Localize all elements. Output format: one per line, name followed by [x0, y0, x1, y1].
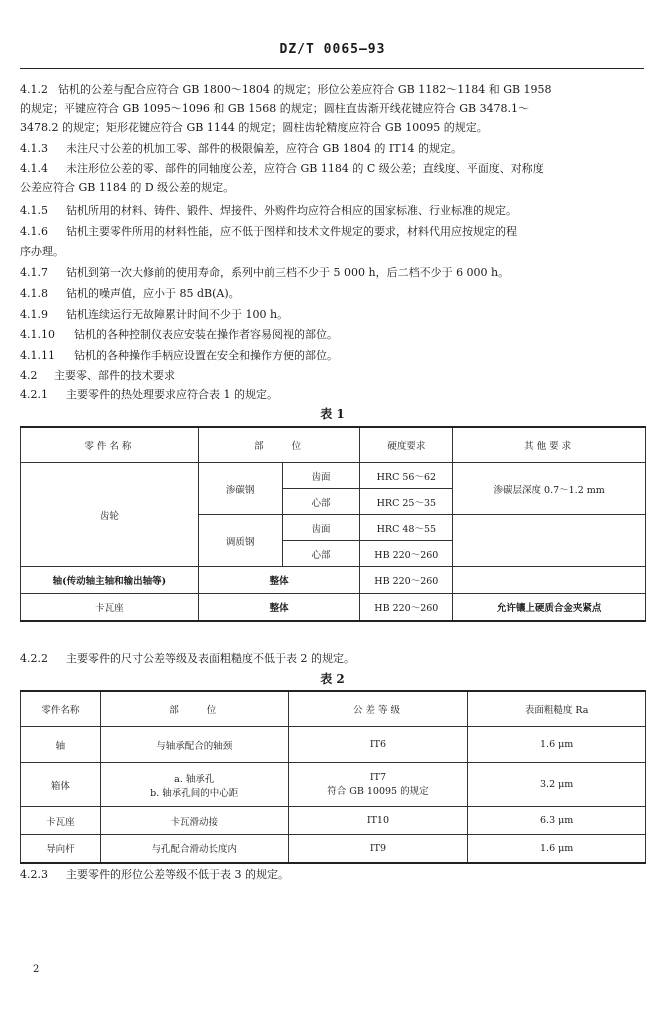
hardness-cell: HRC 56～62 — [360, 463, 453, 489]
hardness-cell: HB 220～260 — [360, 567, 453, 594]
location-cell: 心部 — [282, 489, 360, 515]
paragraph-line — [20, 285, 644, 302]
paragraph-text: 主要零、部件的技术要求 — [54, 369, 175, 382]
paragraph-text: 未注形位公差的零、部件的同轴度公差，应符合 GB 1184 的 C 级公差；直线度、平面度、对称度 — [66, 162, 544, 175]
paragraph-text: 未注尺寸公差的机加工零、部件的极限偏差，应符合 GB 1804 的 IT14 的规定。 — [66, 142, 463, 155]
grade-line: IT7 — [369, 772, 387, 783]
paragraph-text: 钻机所用的材料、铸件、锻件、焊接件、外购件均应符合相应的国家标准、行业标准的规定。 — [66, 204, 517, 217]
paragraph-line — [20, 81, 644, 98]
table-row — [21, 807, 646, 835]
header-cell: 零件名称 — [21, 427, 199, 463]
table-row — [21, 727, 646, 763]
hardness-cell: HRC 25～35 — [360, 489, 453, 515]
page-number: 2 — [33, 964, 40, 975]
clause-number: 4.1.10 — [20, 328, 55, 341]
hardness-cell: HB 220～260 — [360, 541, 453, 567]
roughness-cell: 3.2 μm — [468, 763, 646, 807]
paragraph-line — [20, 367, 644, 384]
location-cell: 齿面 — [282, 463, 360, 489]
table2-header-row — [21, 691, 646, 727]
clause-number: 4.1.7 — [20, 266, 48, 279]
location-cell: 整体 — [198, 567, 360, 594]
header-cell: 其他要求 — [453, 427, 646, 463]
location-cell: 齿面 — [282, 515, 360, 541]
paragraph-text: 钻机到第一次大修前的使用寿命，系列中前三档不少于 5 000 h，后二档不少于 6 000 h。 — [66, 266, 510, 279]
paragraph-text: 钻机的公差与配合应符合 GB 1800～1804 的规定；形位公差应符合 GB 1182～1184 和 GB 1958 — [58, 83, 552, 96]
location-cell: 卡瓦滑动接 — [100, 807, 288, 835]
clause-number: 4.1.2 — [20, 83, 48, 96]
location-cell — [100, 763, 288, 807]
paragraph-line — [20, 119, 644, 136]
grade-cell — [288, 763, 468, 807]
paragraph-line — [20, 386, 644, 403]
clause-number: 4.2 — [20, 369, 38, 382]
roughness-cell: 6.3 μm — [468, 807, 646, 835]
roughness-cell: 1.6 μm — [468, 835, 646, 863]
paragraph-line — [20, 866, 644, 883]
paragraph-line — [20, 347, 644, 364]
clause-number: 4.1.9 — [20, 308, 48, 321]
paragraph-line — [20, 100, 644, 117]
part-name-cell: 轴 — [21, 727, 101, 763]
header-cell: 公差等级 — [288, 691, 468, 727]
part-name-cell: 轴(传动轴主轴和输出轴等) — [21, 567, 199, 594]
clause-number: 4.1.11 — [20, 349, 55, 362]
table-row — [21, 835, 646, 863]
other-requirement-cell: 渗碳层深度 0.7～1.2 mm — [453, 463, 646, 515]
paragraph-line — [20, 326, 644, 343]
header-cell: 部 位 — [198, 427, 360, 463]
other-requirement-cell — [453, 567, 646, 594]
header-cell: 零件名称 — [21, 691, 101, 727]
hardness-cell: HRC 48～55 — [360, 515, 453, 541]
table2 — [20, 690, 646, 864]
paragraph-text: 主要零件的尺寸公差等级及表面粗糙度不低于表 2 的规定。 — [66, 652, 355, 665]
paragraph-text: 主要零件的形位公差等级不低于表 3 的规定。 — [66, 868, 289, 881]
paragraph-text: 主要零件的热处理要求应符合表 1 的规定。 — [66, 388, 278, 401]
paragraph-line — [20, 179, 644, 196]
header-cell: 硬度要求 — [360, 427, 453, 463]
location-cell: 与孔配合滑动长度内 — [100, 835, 288, 863]
paragraph-text: 的规定；平键应符合 GB 1095～1096 和 GB 1568 的规定；圆柱直齿渐开线花键应符合 GB 3478.1～ — [20, 102, 530, 115]
clause-number: 4.1.8 — [20, 287, 48, 300]
paragraph-line — [20, 223, 644, 240]
grade-cell: IT6 — [288, 727, 468, 763]
location-line: b. 轴承孔间的中心距 — [150, 787, 239, 799]
paragraph-line — [20, 306, 644, 323]
hardness-cell: HB 220～260 — [360, 594, 453, 621]
grade-line: 符合 GB 10095 的规定 — [327, 786, 429, 797]
paragraph-text: 钻机的各种控制仪表应安装在操作者容易阅视的部位。 — [74, 328, 338, 341]
other-requirement-cell — [453, 515, 646, 567]
clause-number: 4.2.1 — [20, 388, 48, 401]
clause-number: 4.1.3 — [20, 142, 48, 155]
paragraph-line — [20, 160, 644, 177]
header-cell: 表面粗糙度 Ra — [468, 691, 646, 727]
material-cell: 渗碳钢 — [198, 463, 282, 515]
table1-header-row — [21, 427, 646, 463]
part-name-cell: 齿轮 — [21, 463, 199, 567]
roughness-cell: 1.6 μm — [468, 727, 646, 763]
clause-number: 4.1.4 — [20, 162, 48, 175]
grade-cell: IT9 — [288, 835, 468, 863]
clause-number: 4.2.2 — [20, 652, 48, 665]
clause-number: 4.1.5 — [20, 204, 48, 217]
clause-number: 4.1.6 — [20, 225, 48, 238]
paragraph-line — [20, 264, 644, 281]
location-cell: 心部 — [282, 541, 360, 567]
paragraph-text: 钻机的各种操作手柄应设置在安全和操作方便的部位。 — [74, 349, 338, 362]
part-name-cell: 卡瓦座 — [21, 594, 199, 621]
paragraph-text: 序办理。 — [20, 245, 64, 258]
location-cell: 与轴承配合的轴颈 — [100, 727, 288, 763]
paragraph-line — [20, 140, 644, 157]
table1 — [20, 426, 646, 622]
part-name-cell: 箱体 — [21, 763, 101, 807]
header-cell: 部 位 — [100, 691, 288, 727]
paragraph-text: 3478.2 的规定；矩形花键应符合 GB 1144 的规定；圆柱齿轮精度应符合 GB 10095 的规定。 — [20, 121, 488, 134]
table1-caption: 表 1 — [320, 407, 345, 421]
paragraph-text: 公差应符合 GB 1184 的 D 级公差的规定。 — [20, 181, 235, 194]
part-name-cell: 导向杆 — [21, 835, 101, 863]
table-row — [21, 567, 646, 594]
header-rule — [20, 68, 644, 69]
clause-number: 4.2.3 — [20, 868, 48, 881]
location-cell: 整体 — [198, 594, 360, 621]
paragraph-text: 钻机的噪声值，应小于 85 dB(A)。 — [66, 287, 240, 300]
material-cell: 调质钢 — [198, 515, 282, 567]
grade-cell: IT10 — [288, 807, 468, 835]
table-row — [21, 463, 646, 489]
table-row — [21, 763, 646, 807]
other-requirement-cell: 允许镶上硬质合金夹紧点 — [453, 594, 646, 621]
standard-code-header: DZ/T 0065—93 — [279, 42, 386, 57]
paragraph-text: 钻机主要零件所用的材料性能，应不低于图样和技术文件规定的要求，材料代用应按规定的程 — [66, 225, 517, 238]
paragraph-line — [20, 243, 644, 260]
paragraph-line — [20, 650, 644, 667]
table-row — [21, 594, 646, 621]
location-line: a. 轴承孔 — [174, 773, 215, 785]
table2-caption: 表 2 — [320, 672, 345, 686]
part-name-cell: 卡瓦座 — [21, 807, 101, 835]
paragraph-line — [20, 202, 644, 219]
paragraph-text: 钻机连续运行无故障累计时间不少于 100 h。 — [66, 308, 289, 321]
